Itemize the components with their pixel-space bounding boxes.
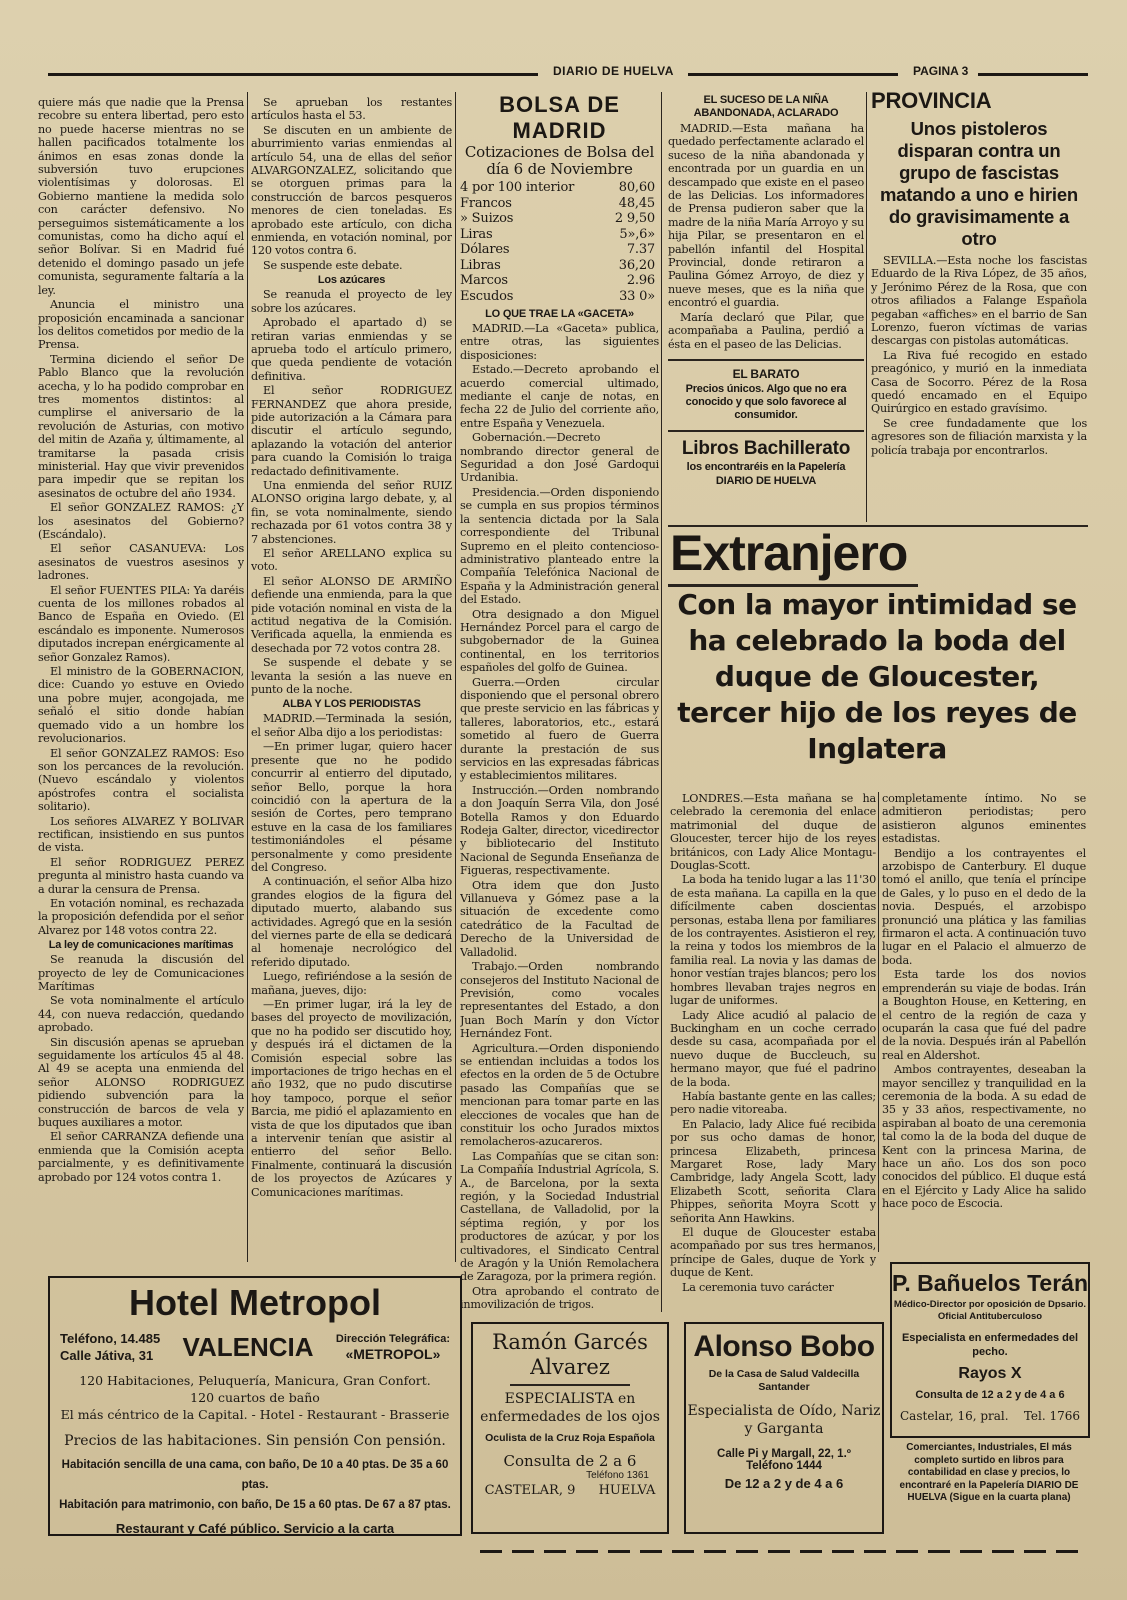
bolsa-value: 36,20	[618, 257, 655, 273]
bolsa-value: 5»,6»	[619, 226, 655, 242]
hotel-address: Calle Játiva, 31	[60, 1348, 154, 1363]
paragraph: Se discuten en un ambiente de aburrimiento varias enmiendas al artículo 54, una de ellas del señor ALVARGONZALEZ, solicitando que se otorguen primas para la construcción de barcos pesqueros menores de cien toneladas. Es aprobado este artículo, con dicha enmienda, en votación nominal, por 120 votos contra 6.	[251, 123, 452, 258]
article-column	[670, 792, 876, 1312]
doctor-affiliation: Oculista de la Cruz Roja Española	[485, 1432, 655, 1444]
paragraph: —En primer lugar, irá la ley de bases del proyecto de movilización, que no ha podido ser discutido hoy, y después irá el dictamen de la Comisión especial sobre las importaciones de trigo hechas en el año 1932, que no pudo discutirse hoy tampoco, porque el señor Barcia, me pidió el aplazamiento en vista de que los diputados que iban a intervenir tenían que asistir al entierro del señor Bello. Finalmente, continuará la discusión de los proyectos de Azúcares y Comunicaciones marítimas.	[251, 998, 452, 1199]
paragraph: El señor CARRANZA defiende una enmienda que la Comisión acepta parcialmente, y es definitivamente aprobado por 124 votos contra 1.	[38, 1130, 244, 1184]
column-3	[460, 92, 659, 1312]
paragraph: Se reanuda el proyecto de ley sobre los azúcares.	[251, 288, 452, 315]
doctor-phone: Tel. 1766	[1023, 1409, 1080, 1423]
rayos-x: Rayos X	[958, 1365, 1022, 1382]
bolsa-row	[460, 289, 655, 305]
subheading: ALBA Y LOS PERIODISTAS	[282, 698, 421, 711]
bolsa-row	[460, 180, 655, 196]
paragraph: Lady Alice acudió al palacio de Buckingham en un coche cerrado desde su casa, acompañada por el nuevo duque de Buccleuch, su hermano mayor, que fué el padrino de la boda.	[670, 1008, 876, 1089]
subheading: LO QUE TRAE LA «GACETA»	[485, 308, 634, 320]
column-divider	[878, 792, 879, 1252]
paragraph: La boda ha tenido lugar a las 11'30 de esta mañana. La capilla en la que difícilmente caben doscientas personas, estaba llena por familiares de los contrayentes. Asistieron el rey, la reina y todos los miembros de la familia real. La novia y las damas de honor vestían trajes blancos; pero los hombres llevaban trajes negros en lugar de uniformes.	[670, 873, 876, 1008]
bolsa-row	[460, 273, 655, 289]
paragraph: El señor GONZALEZ RAMOS: Eso son los percances de la revolución. (Nuevo escándalo y violentos apóstrofes contra el socialista solitario).	[38, 746, 244, 814]
paragraph: Aprobado el apartado d) se retiran varias enmiendas y se aprueba todo el artículo primero, que queda pendiente de votación definitiva.	[251, 316, 452, 383]
column-2	[251, 96, 452, 1264]
hotel-phone: Teléfono, 14.485	[60, 1331, 161, 1346]
bolsa-label: Dólares	[460, 242, 510, 257]
paragraph: Instrucción.—Orden nombrando a don Joaquín Serra Vila, don José Botella Ramos y don Eduardo Rodeja Galter, director, vicedirector y bibliotecario del Instituto Nacional de Segunda Enseñanza de Figueras, respectivamente.	[460, 783, 659, 878]
hotel-feature: El más céntrico de la Capital. - Hotel - Restaurant - Brasserie	[60, 1407, 450, 1422]
provincia-section	[871, 88, 1087, 524]
bolsa-row	[460, 211, 655, 227]
paragraph: Trabajo.—Orden nombrando consejeros del Instituto Nacional de Previsión, como vocales representantes del Estado, a don Juan Boch Marín y don Víctor Hernández Font.	[460, 960, 659, 1041]
bolsa-value: 48,45	[618, 195, 655, 211]
paragraph: El señor RODRIGUEZ PEREZ pregunta al ministro hasta cuando va a durar la censura de Prensa.	[38, 855, 244, 896]
paragraph: Termina diciendo el señor De Pablo Blanco que la revolución acecha, y lo ha podido comprobar en tres momentos distintos: al cumplirse el aniversario de la revolución de Asturias, con motivo del mitin de Azaña y, últimamente, al tramitarse la pasada crisis ministerial. Hay que vivir prevenidos para impedir que se repitan los asesinatos de octubre del año 1934.	[38, 352, 244, 500]
bolsa-title: BOLSA DE MADRID	[499, 92, 620, 143]
bolsa-row	[460, 227, 655, 243]
doctor-affiliation: De la Casa de Salud Valdecilla Santander	[708, 1368, 860, 1393]
column-4	[668, 92, 864, 522]
bolsa-value: 2 9,50	[614, 211, 655, 226]
column-1	[38, 96, 244, 1264]
paragraph: Ambos contrayentes, deseaban la mayor sencillez y tranquilidad en la ceremonia de la boda. A su edad de 35 y 33 años, respectivamente, no aspiraban al boato de una ceremonia tal como la de la boda del duque de Kent con la princesa Marina, de hace un año. Los dos son poco conocidos del público. El duque está en el Ejército y Lady Alice ha salido hace poco de Escocia.	[882, 1063, 1086, 1211]
doctor-name: Alonso Bobo	[693, 1330, 875, 1363]
paragraph: Se suspende este debate.	[263, 258, 403, 272]
hotel-feature: 120 cuartos de baño	[190, 1390, 320, 1405]
garces-ad	[471, 1322, 669, 1534]
doctor-address: Castelar, 16, pral.	[900, 1409, 1009, 1423]
hotel-city: VALENCIA	[182, 1331, 314, 1362]
paragraph: Presidencia.—Orden disponiendo se cumpla en sus propios términos la sentencia dictada por la Sala correspondiente del Tribunal Supremo en el pleito contencioso-administrativo planteado entre la Compañía Telefónica Nacional de España y la Administración general del Estado.	[460, 485, 659, 607]
bolsa-value: 2.96	[626, 273, 655, 288]
bolsa-label: Libras	[460, 257, 501, 273]
paragraph: quiere más que nadie que la Prensa recobre su entera libertad, pero esto no puede hacerse mientras no se hallen pacificados totalmente los ánimos en esas zonas donde la subversión tuvo erupciones violentísimas y dolorosas. El Gobierno mantiene la medida solo con carácter defensivo. No perseguimos sistemáticamente a los comunistas, como ha dicho aquí el señor Bolívar. Si en Madrid fué detenido el domingo pasado un jefe comunista, seguramente faltaría a la ley.	[38, 96, 244, 297]
paragraph: Otra designado a don Miguel Hernández Porcel para el cargo de subgobernador de la Guinea continental, en los territorios españoles del golfo de Guinea.	[460, 607, 659, 675]
paragraph: Otra aprobando el contrato de inmovilización de trigos.	[460, 1284, 659, 1312]
bolsa-row	[460, 196, 655, 212]
bolsa-label: 4 por 100 interior	[460, 180, 575, 195]
newspaper-name: DIARIO DE HUELVA	[553, 64, 674, 78]
paragraph: SEVILLA.—Esta noche los fascistas Eduardo de la Riva López, de 35 años, y Jerónimo Pérez de la Rosa, que con otros afiliados a Falange Española pegaban «affiches» en el barrio de San Lorenzo, fueron víctimas de varias descargas con pistolas automáticas.	[871, 254, 1087, 348]
paragraph: Se aprueban los restantes artículos hasta el 53.	[251, 96, 452, 123]
libros-title: Libros Bachillerato	[681, 437, 851, 459]
comerciantes-notice: Comerciantes, Industriales, El más completo surtido en libros para contabilidad en clase y precios, lo encontraré en la Papelería DIARIO DE HUELVA (Sigue en la cuarta plana)	[899, 1442, 1079, 1503]
paragraph: MADRID.—Esta mañana ha quedado perfectamente aclarado el suceso de la niña abandonada y encontrada por un guardia en un descampado que existe en el paseo de las Delicias. Los informadores de Prensa pudieron saber que la madre de la niña María Arroyo y su hija Pilar, se presentaron en el pabellón infantil del Hospital Provincial, donde retiraron a Paulina Gómez Arroyo, de diez y nueve meses, que es la niña que encontró el guardia.	[668, 122, 864, 310]
paragraph: La ceremonia tuvo carácter	[682, 1280, 834, 1294]
bolsa-value: 33 0»	[619, 288, 655, 304]
consulta-hours: De 12 a 2 y de 4 a 6	[724, 1476, 844, 1491]
paragraph: El ministro de la GOBERNACION, dice: Cuando yo estuve en Oviedo una pobre mujer, acongojada, me señaló el sitio donde habían quemado vido a un hombre los revolucionarios.	[38, 665, 244, 746]
bolsa-row	[460, 258, 655, 274]
doctor-address: CASTELAR, 9	[484, 1483, 576, 1498]
paragraph: Anuncia el ministro una proposición encaminada a sancionar los delitos cometidos por medio de la Prensa.	[38, 298, 244, 352]
libros-text: los encontraréis en la Papelería DIARIO DE HUELVA	[686, 460, 846, 487]
subheading: La ley de comunicaciones marítimas	[48, 939, 234, 952]
doctor-name: Ramón Garcés Alvarez	[492, 1330, 648, 1379]
barato-text: Precios únicos. Algo que no era conocido y que solo favorece al consumidor.	[685, 382, 847, 421]
paragraph: MADRID.—La «Gaceta» publica, entre otras, las siguientes disposiciones:	[460, 322, 659, 362]
paragraph: Una enmienda del señor RUIZ ALONSO origina largo debate, y, al fin, se vota nominalmente, siendo rechazada por 61 votos contra 38 y 7 abstenciones.	[251, 478, 452, 546]
hotel-name: Hotel Metropol	[129, 1282, 381, 1323]
consulta-hours: Consulta de 2 a 6	[503, 1452, 637, 1470]
paragraph: Se suspende el debate y se levanta la sesión a las nueve en punto de la noche.	[251, 656, 452, 697]
paragraph: El duque de Gloucester estaba acompañado por sus tres hermanos, príncipe de Gales, duque de York y duque de Kent.	[670, 1226, 876, 1280]
paragraph: Se vota nominalmente el artículo 44, con nueva redacción, quedando aprobado.	[38, 994, 244, 1035]
paragraph: Los señores ALVAREZ Y BOLIVAR rectifican, insistiendo en sus puntos de vista.	[38, 814, 244, 855]
consulta-hours: Consulta de 12 a 2 y de 4 a 6	[915, 1389, 1065, 1401]
headline: Con la mayor intimidad se ha celebrado la boda del duque de Gloucester, tercer hijo de los reyes de Inglatera	[677, 588, 1077, 765]
paragraph: Otra idem que don Justo Villanueva y Gómez pase a la situación de excedente como catedrático de la Facultad de Derecho de la Universidad de Valladolid.	[460, 878, 659, 959]
paragraph: Gobernación.—Decreto nombrando director general de Seguridad a don José Gardoqui Urdanibia.	[460, 431, 659, 485]
doctor-specialty: ESPECIALISTA en enfermedades de los ojos	[480, 1391, 660, 1425]
price-line: Habitación sencilla de una cama, con baño, De 10 a 40 ptas. De 35 a 60 ptas.	[61, 1459, 449, 1491]
paragraph: El señor FUENTES PILA: Ya daréis cuenta de los millones robados al Banco de España en Oviedo. (El escándalo es imponente. Numerosos diputados increpan enérgicamente al señor Gonzalez Ramos).	[38, 583, 244, 664]
hotel-footer: Restaurant y Café público. Servicio a la carta	[115, 1521, 395, 1536]
bolsa-value: 7.37	[626, 242, 655, 257]
bottom-rule	[480, 1550, 1080, 1553]
bolsa-row	[460, 242, 655, 258]
paragraph: Guerra.—Orden circular disponiendo que el personal obrero que preste servicio en las fábricas y talleres, laboratorios, etc., estará sometido al fuero de Guerra durante la prestación de sus servicios en las expresadas fábricas y establecimientos militares.	[460, 675, 659, 783]
bolsa-label: Marcos	[460, 273, 508, 288]
paragraph: Bendijo a los contrayentes el arzobispo de Canterbury. El duque tomó el anillo, que tenía el príncipe de Gales, y lo puso en el dedo de la novia. Después, el arzobispo pronunció una plática y las familias firmaron el acta. A continuación tuvo lugar en el Palacio el almuerzo de boda.	[882, 846, 1086, 967]
article-title: EL SUCESO DE LA NIÑA ABANDONADA, ACLARADO	[693, 94, 839, 119]
paragraph: En Palacio, lady Alice fué recibida por sus ocho damas de honor, princesa Elizabeth, princesa Margaret Rose, lady Mary Cambridge, lady Angela Scott, lady Elizabeth Scott, señorita Clara Phippes, señorita Moyra Scott y señorita Ann Hawkins.	[670, 1117, 876, 1225]
doctor-title: Médico-Director por oposición de Dpsario. Oficial Antituberculoso	[893, 1299, 1087, 1322]
paragraph: La Riva fué recogido en estado preagónico, y murió en la inmediata Casa de Socorro. Pérez de la Rosa quedó encamado en el Equipo Quirúrgico en estado gravísimo.	[871, 348, 1087, 416]
banuelos-ad	[890, 1262, 1090, 1438]
doctor-specialty: Especialista de Oído, Nariz y Garganta	[687, 1403, 881, 1437]
bolsa-label: Escudos	[460, 288, 514, 304]
article-column	[882, 792, 1086, 1254]
paragraph: LONDRES.—Esta mañana se ha celebrado la ceremonia del enlace matrimonial del duque de Gloucester, tercer hijo de los reyes británicos, con Lady Alice Montagu-Douglas-Scott.	[670, 792, 876, 873]
paragraph: En votación nominal, es rechazada la proposición defendida por el señor Alvarez por 148 votos contra 22.	[38, 896, 244, 937]
doctor-phone: Teléfono 1444	[746, 1460, 822, 1472]
bolsa-subtitle: Cotizaciones de Bolsa del día 6 de Noviembre	[464, 143, 655, 178]
paragraph: Había bastante gente en las calles; pero nadie vitoreaba.	[670, 1089, 876, 1117]
paragraph: María declaró que Pilar, que acompañaba a Paulina, perdió a ésta en el paseo de las Delicias.	[668, 310, 864, 351]
bolsa-value: 80,60	[618, 180, 655, 195]
paragraph: Esta tarde los dos novios emprenderán su viaje de bodas. Irán a Boughton House, en Kettering, en el centro de la región de caza y ocuparán la casa que fué del padre de la novia. Después irán al Pabellón real en Aldershot.	[882, 968, 1086, 1062]
prices-title: Precios de las habitaciones. Sin pensión Con pensión.	[64, 1433, 446, 1449]
bobo-ad	[684, 1322, 884, 1534]
doctor-city: HUELVA	[598, 1483, 656, 1498]
paragraph: El señor RODRIGUEZ FERNANDEZ que ahora preside, pide autorización a la Cámara para discutir el artículo segundo, aplazando la votación del anterior para cuando la Comisión lo traiga redactado definitivamente.	[251, 384, 452, 478]
section-title: Extranjero	[670, 525, 908, 581]
price-line: Habitación para matrimonio, con baño, De 15 a 60 ptas. De 67 a 87 ptas.	[59, 1499, 451, 1511]
bolsa-label: » Suizos	[460, 211, 514, 226]
column-divider	[661, 92, 662, 1312]
divider	[668, 359, 864, 361]
page-number: PAGINA 3	[913, 64, 969, 78]
paragraph: Sin discusión apenas se aprueban seguidamente los artículos 45 al 48. Al 49 se acepta una enmienda del señor ALONSO RODRIGUEZ pidiendo subvención para la construcción de barcos de vela y buques auxiliares a motor.	[38, 1035, 244, 1130]
paragraph: Se cree fundadamente que los agresores son de filiación marxista y la policía trabaja por encontrarlos.	[871, 416, 1087, 457]
telegraph-address: «METROPOL»	[345, 1346, 441, 1362]
section-title: PROVINCIA	[871, 88, 992, 113]
doctor-specialty: Especialista en enfermedades del pecho.	[901, 1332, 1079, 1358]
page-header	[48, 64, 1088, 82]
hotel-feature: 120 Habitaciones, Peluquería, Manicura, Gran Confort.	[79, 1373, 431, 1388]
bolsa-label: Liras	[460, 226, 493, 242]
divider	[668, 430, 864, 432]
bolsa-table	[460, 180, 655, 304]
paragraph: Las Compañías que se citan son: La Compañía Industrial Agrícola, S. A., de Barcelona, por la sexta región, y la Sociedad Industrial Castellana, de Valladolid, por la séptima región, y por los productores de azúcar, y por los cultivadores, el Sindicato Central de Aragón y la Unión Remolachera de Zaragoza, por la primera región.	[460, 1149, 659, 1284]
paragraph: Estado.—Decreto aprobando el acuerdo comercial ultimado, mediante el canje de notas, en fecha 22 de Julio del corriente año, entre España y Venezuela.	[460, 363, 659, 430]
hotel-ad	[48, 1276, 462, 1536]
doctor-address: Calle Pi y Margall, 22, 1.º	[717, 1448, 851, 1460]
paragraph: El señor ARELLANO explica su voto.	[251, 547, 452, 574]
headline: Unos pistoleros disparan contra un grupo de fascistas matando a uno e hirien do gravisimamente a otro	[879, 118, 1079, 249]
paragraph: completamente íntimo. No se admitieron periodistas; pero asistieron algunos eminentes estadistas.	[882, 792, 1086, 846]
bolsa-label: Francos	[460, 195, 512, 211]
paragraph: Se reanuda la discusión del proyecto de ley de Comunicaciones Marítimas	[38, 953, 244, 993]
subheading: Los azúcares	[317, 274, 386, 287]
doctor-phone: Teléfono 1361	[586, 1470, 649, 1481]
column-divider	[247, 92, 248, 1262]
paragraph: Agricultura.—Orden disponiendo se entiendan incluidas a todos los efectos en la orden de 5 de Octubre pasado las Compañías que se mencionan para tomar parte en las elecciones de vocales que han de constituir los ocho Jurados mixtos remolacheros-azucareros.	[460, 1041, 659, 1149]
doctor-name: P. Bañuelos Terán	[892, 1270, 1088, 1296]
column-divider	[866, 92, 867, 522]
paragraph: Luego, refiriéndose a la sesión de mañana, jueves, dijo:	[251, 970, 452, 997]
paragraph: El señor CASANUEVA: Los asesinatos de vuestros asesinos y ladrones.	[38, 542, 244, 583]
paragraph: MADRID.—Terminada la sesión, el señor Alba dijo a los periodistas:	[251, 712, 452, 739]
divider	[510, 1384, 630, 1386]
paragraph: —En primer lugar, quiero hacer presente que no he podido concurrir al entierro del diputado, señor Bello, porque la hora coincidió con la apertura de la sesión de Cortes, pero temprano estuve en la casa de los familiares testimoniándoles el pésame personalmente y como presidente del Congreso.	[251, 740, 452, 874]
column-divider	[455, 92, 456, 1262]
paragraph: A continuación, el señor Alba hizo grandes elogios de la figura del diputado muerto, alabando sus actividades. Agregó que en la sesión del viernes parte de ella se dedicará al homenaje necrológico del referido diputado.	[251, 875, 452, 969]
paragraph: El señor ALONSO DE ARMIÑO defiende una enmienda, para la que pide votación nominal en vista de la actitud negativa de la Comisión. Verificada aquella, la enmienda es desechada por 72 votos contra 28.	[251, 574, 452, 655]
telegraph-label: Dirección Telegráfica:	[335, 1333, 450, 1345]
paragraph: El señor GONZALEZ RAMOS: ¿Y los asesinatos del Gobierno? (Escándalo).	[38, 501, 244, 541]
barato-title: EL BARATO	[732, 366, 800, 381]
